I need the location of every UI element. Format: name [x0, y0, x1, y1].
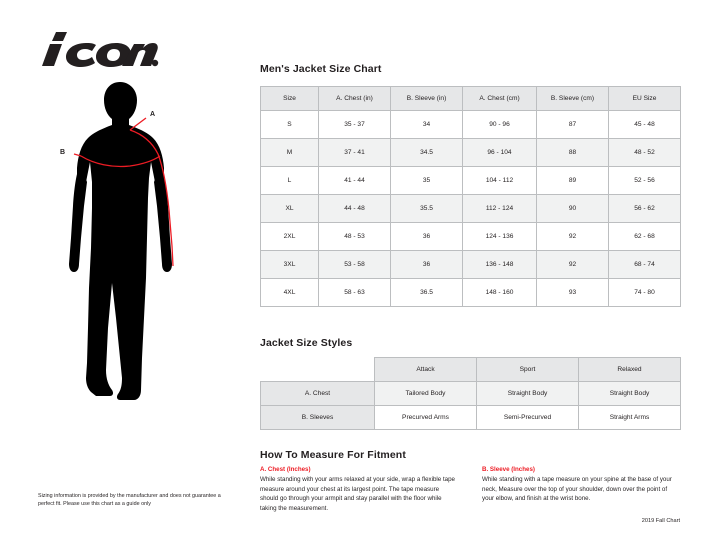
- cell-eu-size: 74 - 80: [609, 279, 681, 307]
- table-row: [261, 195, 681, 223]
- cell-size: 4XL: [261, 279, 319, 307]
- cell-chest-in: 41 - 44: [319, 167, 391, 195]
- cell-sleeve-cm: 93: [537, 279, 609, 307]
- callout-a-label: A: [150, 111, 156, 118]
- jacket-size-styles-title: Jacket Size Styles: [260, 337, 353, 349]
- styles-cell-chest-sport: Straight Body: [477, 382, 579, 406]
- styles-corner-cell: [261, 358, 375, 382]
- styles-header-row: [261, 358, 681, 382]
- cell-chest-in: 53 - 58: [319, 251, 391, 279]
- jacket-size-styles-table: [260, 357, 681, 430]
- measure-sleeve-body: While standing with a tape measure on your spine at the base of your neck, Measure over the top of your shoulder, down over the point of your elbow, and finish at the wrist bone.: [482, 476, 672, 503]
- col-header-size: Size: [261, 87, 319, 111]
- styles-rowlabel-chest: A. Chest: [261, 382, 375, 406]
- col-header-eu-size: EU Size: [609, 87, 681, 111]
- col-header-sleeve-in: B. Sleeve (in): [391, 87, 463, 111]
- how-to-measure-columns: [260, 466, 680, 513]
- cell-chest-in: 44 - 48: [319, 195, 391, 223]
- cell-chest-cm: 136 - 148: [463, 251, 537, 279]
- col-header-chest-cm: A. Chest (cm): [463, 87, 537, 111]
- cell-chest-cm: 90 - 96: [463, 111, 537, 139]
- cell-sleeve-in: 36: [391, 223, 463, 251]
- cell-size: XL: [261, 195, 319, 223]
- table-row: [261, 111, 681, 139]
- cell-chest-in: 35 - 37: [319, 111, 391, 139]
- table-header-row: [261, 87, 681, 111]
- styles-cell-sleeves-sport: Semi-Precurved: [477, 406, 579, 430]
- styles-cell-chest-relaxed: Straight Body: [579, 382, 681, 406]
- table-row: [261, 167, 681, 195]
- how-to-measure-title: How To Measure For Fitment: [260, 449, 406, 461]
- cell-chest-cm: 104 - 112: [463, 167, 537, 195]
- callout-b-label: B: [60, 149, 66, 156]
- cell-sleeve-in: 36: [391, 251, 463, 279]
- cell-sleeve-cm: 90: [537, 195, 609, 223]
- cell-sleeve-in: 36.5: [391, 279, 463, 307]
- cell-sleeve-in: 35: [391, 167, 463, 195]
- cell-eu-size: 56 - 62: [609, 195, 681, 223]
- sizing-disclaimer: Sizing information is provided by the manufacturer and does not guarantee a perfect fit. Please use this chart as a guide only: [38, 493, 221, 508]
- measure-sleeve-heading: B. Sleeve (Inches): [482, 466, 535, 473]
- cell-chest-cm: 124 - 136: [463, 223, 537, 251]
- styles-rowlabel-sleeves: B. Sleeves: [261, 406, 375, 430]
- cell-sleeve-in: 35.5: [391, 195, 463, 223]
- table-row: [261, 279, 681, 307]
- cell-sleeve-cm: 88: [537, 139, 609, 167]
- size-chart-table: [260, 86, 681, 307]
- styles-header-relaxed: Relaxed: [579, 358, 681, 382]
- cell-sleeve-in: 34.5: [391, 139, 463, 167]
- styles-header-sport: Sport: [477, 358, 579, 382]
- cell-chest-in: 48 - 53: [319, 223, 391, 251]
- cell-chest-cm: 148 - 160: [463, 279, 537, 307]
- cell-eu-size: 45 - 48: [609, 111, 681, 139]
- measure-chest-body: While standing with your arms relaxed at your side, wrap a flexible tape measure around your chest at its largest point. The tape measure should go through your armpit and stay parallel with the floor while taking the measurement.: [260, 476, 455, 512]
- cell-size: 3XL: [261, 251, 319, 279]
- table-row: [261, 139, 681, 167]
- cell-size: M: [261, 139, 319, 167]
- cell-size: S: [261, 111, 319, 139]
- measure-chest-heading: A. Chest (Inches): [260, 466, 311, 473]
- cell-sleeve-cm: 92: [537, 223, 609, 251]
- cell-size: 2XL: [261, 223, 319, 251]
- styles-cell-sleeves-relaxed: Straight Arms: [579, 406, 681, 430]
- cell-eu-size: 68 - 74: [609, 251, 681, 279]
- icon-brand-logo: [40, 30, 160, 68]
- styles-header-attack: Attack: [375, 358, 477, 382]
- cell-size: L: [261, 167, 319, 195]
- styles-cell-chest-attack: Tailored Body: [375, 382, 477, 406]
- measure-sleeve-block: [482, 466, 680, 513]
- cell-chest-in: 58 - 63: [319, 279, 391, 307]
- cell-eu-size: 48 - 52: [609, 139, 681, 167]
- measure-chest-block: [260, 466, 458, 513]
- cell-chest-cm: 96 - 104: [463, 139, 537, 167]
- col-header-sleeve-cm: B. Sleeve (cm): [537, 87, 609, 111]
- styles-row-chest: [261, 382, 681, 406]
- styles-cell-sleeves-attack: Precurved Arms: [375, 406, 477, 430]
- cell-sleeve-cm: 92: [537, 251, 609, 279]
- styles-row-sleeves: [261, 406, 681, 430]
- cell-sleeve-cm: 89: [537, 167, 609, 195]
- table-row: [261, 251, 681, 279]
- chart-footer-note: 2019 Fall Chart: [641, 518, 680, 524]
- cell-sleeve-in: 34: [391, 111, 463, 139]
- left-panel: [0, 0, 248, 540]
- size-chart-title: Men's Jacket Size Chart: [260, 63, 382, 75]
- cell-chest-cm: 112 - 124: [463, 195, 537, 223]
- table-row: [261, 223, 681, 251]
- cell-eu-size: 52 - 56: [609, 167, 681, 195]
- cell-sleeve-cm: 87: [537, 111, 609, 139]
- col-header-chest-in: A. Chest (in): [319, 87, 391, 111]
- body-measurement-figure: [34, 78, 234, 426]
- cell-eu-size: 62 - 68: [609, 223, 681, 251]
- cell-chest-in: 37 - 41: [319, 139, 391, 167]
